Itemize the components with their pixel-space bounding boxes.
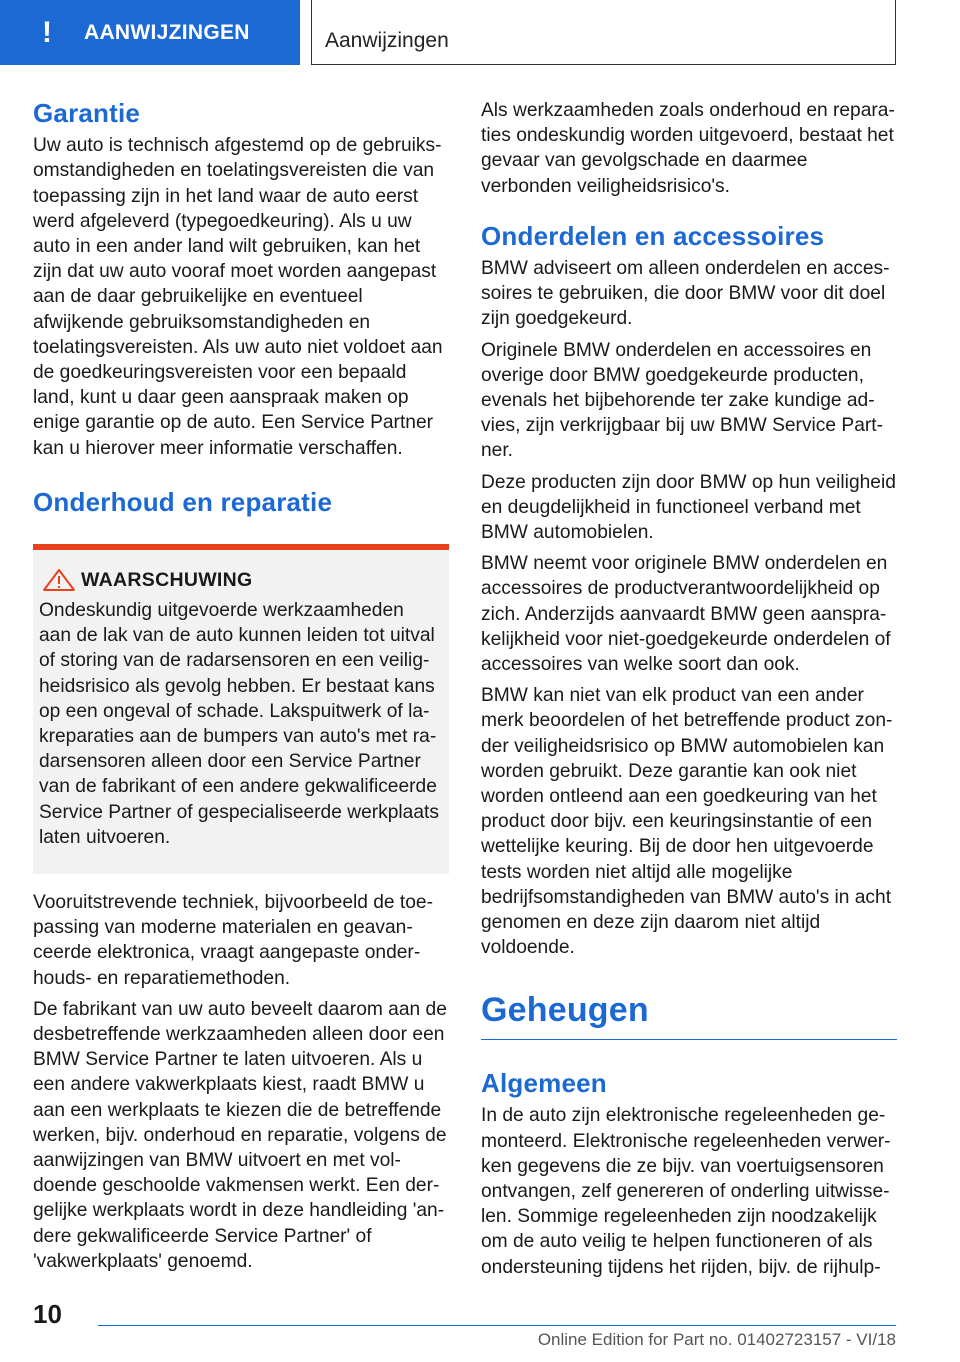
onderdelen-paragraph-2: Originele BMW onderdelen en accessoires en overige door BMW goedgekeurde producten, evenals het bijbehorende ter zake kundige advies, zijn verkrijgbaar bij uw BMW Service Partner. — [481, 339, 883, 462]
onderhoud-paragraph-2: De fabrikant van uw auto beveelt daarom aan de desbetreffende werkzaamheden alleen door een BMW Service Partner te laten uitvoeren. Als u een andere vakwerkplaats kiest, raadt BMW u aan een werkplaats te kiezen die de betreffende werken, bijv. onderhoud en reparatie, volgens de aanwijzingen van BMW uitvoert en met voldoende geschoolde vakmensen werkt. Een dergelijke werkplaats wordt in deze handleiding 'andere gekwalificeerde Service Partner' of 'vakwerkplaats' genoemd. — [33, 998, 447, 1272]
onderdelen-paragraph-4: BMW neemt voor originele BMW onderdelen en accessoires de productverantwoordelijkheid op zich. Anderzijds aanvaardt BMW geen aansprakelijkheid voor niet-goedgekeurde onderdelen of accessoires van welke soort dan ook. — [481, 553, 891, 676]
algemeen-heading: Algemeen — [481, 1068, 607, 1099]
left-column — [33, 98, 449, 1280]
onderdelen-paragraph-3: Deze producten zijn door BMW op hun veiligheid en deugdelijkheid in functioneel verband met BMW automobielen. — [481, 471, 896, 544]
onderdelen-heading: Onderdelen en accessoires — [481, 220, 825, 251]
warning-box — [33, 544, 449, 874]
onderhoud-paragraph-1: Vooruitstrevende techniek, bijvoorbeeld de toepassing van moderne materialen en geavanceerde elektronica, vraagt aangepaste onderhouds- en reparatiemethoden. — [33, 892, 433, 989]
garantie-heading: Garantie — [33, 98, 141, 128]
footer-divider — [98, 1325, 896, 1326]
onderhoud-heading: Onderhoud en reparatie — [33, 486, 333, 517]
section-tab — [0, 0, 300, 65]
exclamation-icon: ! — [42, 15, 52, 49]
onderdelen-paragraph-1: BMW adviseert om alleen onderdelen en accessoires te gebruiken, die door BMW voor dit doel zijn goedgekeurd. — [481, 258, 890, 330]
onderdelen-paragraph-5: BMW kan niet van elk product van een ander merk beoordelen of het betreffende product zonder veiligheidsrisico op BMW automobielen kan worden gebruikt. Deze garantie kan ook niet worden ontleend aan een goedkeuring van het product door bijv. een keuringsinstantie of een wettelijke keuring. Bij de door hen uitgevoerde tests worden niet altijd alle mogelijke bedrijfsomstandigheden van BMW auto's in acht genomen en deze zijn daarom niet altijd voldoende. — [481, 685, 893, 959]
page-number: 10 — [33, 1299, 62, 1329]
chapter-title: Aanwijzingen — [325, 29, 449, 52]
right-column — [481, 98, 897, 1286]
edition-text: Online Edition for Part no. 01402723157 - VI/18 — [537, 1330, 896, 1349]
geheugen-heading: Geheugen — [481, 990, 897, 1040]
section-label: AANWIJZINGEN — [84, 20, 250, 44]
algemeen-paragraph: In de auto zijn elektronische regeleenheden gemonteerd. Elektronische regeleenheden verwerken gegevens die ze bijv. van voertuigsensoren ontvangen, zelf genereren of onderling uitwisselen. Sommige regeleenheden zijn noodzakelijk om de auto veilig te helpen functioneren of als ondersteuning tijdens het rijden, bijv. de rijhulp- — [481, 1105, 891, 1278]
warning-header — [39, 568, 441, 592]
warning-triangle-icon — [41, 568, 77, 592]
warning-text: Ondeskundig uitgevoerde werkzaamheden aan de lak van de auto kunnen leiden tot uitval of storing van de radarsensoren en een veiligheidsrisico als gevolg hebben. Er bestaat kans op een ongeval of schade. Lakspuitwerk of lakreparaties aan de bumpers van auto's met radarsensoren alleen door een Service Partner van de fabrikant of een andere gekwalificeerde Service Partner of gespecialiseerde werkplaats laten uitvoeren. — [39, 600, 439, 848]
warning-title: WAARSCHUWING — [81, 568, 253, 591]
onderhoud-continued-paragraph: Als werkzaamheden zoals onderhoud en reparaties ondeskundig worden uitgevoerd, bestaat het gevaar van gevolgschade en daarmee verbonden veiligheidsrisico's. — [481, 100, 895, 197]
garantie-paragraph: Uw auto is technisch afgestemd op de gebruiksomstandigheden en toelatingsvereisten die van toepassing zijn in het land waar de auto eerst werd afgeleverd (typegoedkeuring). Als u uw auto in een ander land wilt gebruiken, kan het zijn dat uw auto vooraf moet worden aangepast aan de daar gebruikelijke en eventueel afwijkende gebruiksomstandigheden en toelatingsvereisten. Als uw auto niet voldoet aan de goedkeuringsvereisten voor een bepaald land, kunt u daar geen aanspraak maken op enige garantie op de auto. Een Service Partner kan u hierover meer informatie verschaffen. — [33, 135, 443, 459]
